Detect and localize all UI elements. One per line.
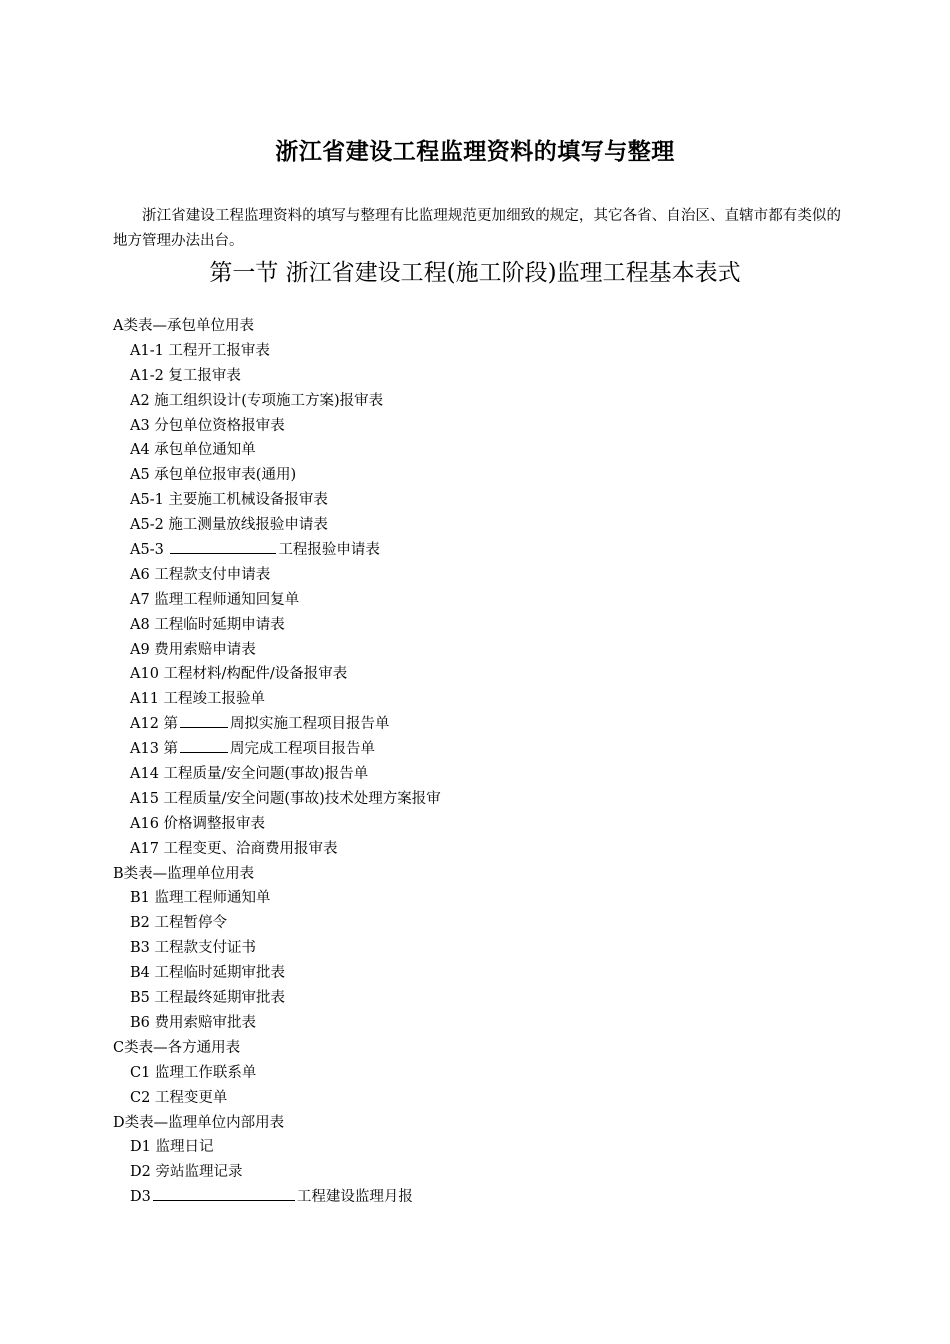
blank-line xyxy=(170,538,276,554)
list-item-a5-3 xyxy=(113,538,853,563)
list-item: B4 工程临时延期审批表 xyxy=(130,965,285,982)
list-item: A10 工程材料/构配件/设备报审表 xyxy=(130,666,348,683)
blank-line xyxy=(153,1185,295,1201)
list-item: B1 监理工程师通知单 xyxy=(130,890,271,907)
list-item: A8 工程临时延期申请表 xyxy=(130,616,285,633)
list-item: A6 工程款支付申请表 xyxy=(130,566,271,583)
intro-paragraph: 浙江省建设工程监理资料的填写与整理有比监理规范更加细致的规定，其它各省、自治区、直辖市都有类似的地方管理办法出台。 xyxy=(113,208,841,249)
category-header-a: A类表—承包单位用表 xyxy=(113,318,254,334)
list-item: A11 工程竣工报验单 xyxy=(130,691,266,708)
form-list xyxy=(113,314,853,1210)
list-item: A5 承包单位报审表(通用) xyxy=(130,467,297,484)
list-item: A17 工程变更、洽商费用报审表 xyxy=(130,840,338,857)
list-item: A5-2 施工测量放线报验申请表 xyxy=(130,517,328,534)
list-item-a13 xyxy=(113,737,853,762)
item-suffix: 周完成工程项目报告单 xyxy=(230,741,376,758)
list-item: A2 施工组织设计(专项施工方案)报审表 xyxy=(130,392,384,409)
category-header-c: C类表—各方通用表 xyxy=(113,1039,241,1056)
list-item: A3 分包单位资格报审表 xyxy=(130,417,285,434)
list-item-d3 xyxy=(113,1185,853,1210)
item-prefix: A12 第 xyxy=(130,716,179,733)
item-prefix: A5-3 xyxy=(130,542,164,559)
item-prefix: A13 第 xyxy=(130,741,179,758)
item-prefix: D3 xyxy=(130,1189,151,1206)
list-item: A1-2 复工报审表 xyxy=(130,367,241,384)
item-suffix: 工程建设监理月报 xyxy=(296,1189,413,1206)
section-title: 第一节 浙江省建设工程(施工阶段)监理工程基本表式 xyxy=(209,260,741,286)
list-item: B2 工程暂停令 xyxy=(130,915,227,932)
list-item: A14 工程质量/安全问题(事故)报告单 xyxy=(130,766,369,783)
list-item: C1 监理工作联系单 xyxy=(130,1064,257,1081)
document-title: 浙江省建设工程监理资料的填写与整理 xyxy=(275,139,675,165)
list-item: B5 工程最终延期审批表 xyxy=(130,990,285,1007)
list-item: B3 工程款支付证书 xyxy=(130,940,256,957)
item-suffix: 工程报验申请表 xyxy=(278,542,380,559)
list-item: D1 监理日记 xyxy=(130,1139,214,1156)
list-item: A9 费用索赔申请表 xyxy=(130,641,256,658)
list-item: A5-1 主要施工机械设备报审表 xyxy=(130,492,328,509)
blank-line xyxy=(180,737,228,753)
list-item: D2 旁站监理记录 xyxy=(130,1164,243,1181)
item-suffix: 周拟实施工程项目报告单 xyxy=(230,716,390,733)
list-item: A4 承包单位通知单 xyxy=(130,442,256,459)
list-item-a12 xyxy=(113,712,853,737)
list-item: A1-1 工程开工报审表 xyxy=(130,342,270,359)
list-item: A16 价格调整报审表 xyxy=(130,815,266,832)
list-item: A15 工程质量/安全问题(事故)技术处理方案报审 xyxy=(130,790,441,807)
category-header-b: B类表—监理单位用表 xyxy=(113,865,255,882)
list-item: B6 费用索赔审批表 xyxy=(130,1014,256,1031)
list-item: C2 工程变更单 xyxy=(130,1089,228,1106)
blank-line xyxy=(180,712,228,728)
category-header-d: D类表—监理单位内部用表 xyxy=(113,1114,285,1131)
list-item: A7 监理工程师通知回复单 xyxy=(130,591,300,608)
